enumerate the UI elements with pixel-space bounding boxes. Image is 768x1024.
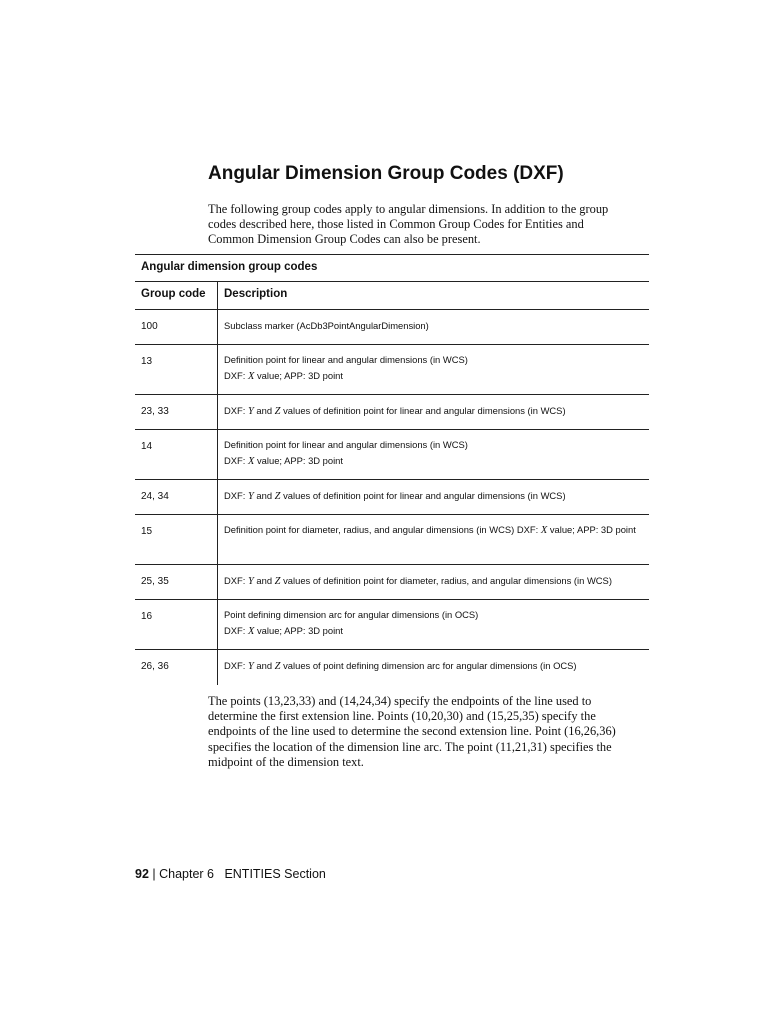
group-code-cell: 14 xyxy=(135,430,218,479)
header-group-code: Group code xyxy=(135,282,218,309)
variable-z: Z xyxy=(274,491,281,502)
description-line: DXF: X value; APP: 3D point xyxy=(224,454,343,467)
description-line: DXF: X value; APP: 3D point xyxy=(224,624,343,637)
group-code-cell: 24, 34 xyxy=(135,480,218,514)
description-cell xyxy=(218,345,649,394)
description-cell: DXF: Y and Z values of point defining dimension arc for angular dimensions (in OCS) xyxy=(224,660,577,672)
group-code-cell: 23, 33 xyxy=(135,395,218,429)
description-cell: DXF: Y and Z values of definition point for linear and angular dimensions (in WCS) xyxy=(224,405,566,417)
group-codes-table xyxy=(135,254,649,685)
variable-x: X xyxy=(247,625,255,637)
variable-z: Z xyxy=(274,576,281,587)
group-code-cell: 13 xyxy=(135,345,218,394)
table-caption: Angular dimension group codes xyxy=(135,254,649,282)
page-number: 92 xyxy=(135,867,149,881)
table-header-row xyxy=(135,282,649,310)
description-text: Subclass marker (AcDb3PointAngularDimension) xyxy=(224,320,429,331)
variable-y: Y xyxy=(247,661,254,672)
table-row xyxy=(135,565,649,600)
header-description: Description xyxy=(224,288,288,300)
description-line: Point defining dimension arc for angular dimensions (in OCS) xyxy=(224,609,479,620)
table-row xyxy=(135,650,649,685)
group-code-cell: 100 xyxy=(135,310,218,344)
footer-separator: | xyxy=(148,867,160,881)
table-row xyxy=(135,345,649,395)
table-row xyxy=(135,430,649,480)
variable-y: Y xyxy=(247,576,254,587)
group-code-cell: 25, 35 xyxy=(135,565,218,599)
intro-paragraph: The following group codes apply to angular dimensions. In addition to the group codes described here, those listed in Common Group Codes for Entities and Common Dimension Group Codes can also be present. xyxy=(208,202,609,247)
table-row xyxy=(135,310,649,345)
description-line: DXF: X value; APP: 3D point xyxy=(224,369,343,382)
variable-x: X xyxy=(540,525,548,536)
page-footer xyxy=(135,866,326,882)
variable-y: Y xyxy=(247,406,254,417)
description-cell xyxy=(218,430,649,479)
footer-section: ENTITIES Section xyxy=(224,867,326,881)
footer-gap xyxy=(214,867,224,881)
description-cell xyxy=(218,600,649,649)
description-cell: Definition point for diameter, radius, and angular dimensions (in WCS) DXF: X value; APP: 3D point xyxy=(224,524,636,536)
explanation-paragraph: The points (13,23,33) and (14,24,34) specify the endpoints of the line used to determine the first extension line. Points (10,20,30) and (15,25,35) specify the endpoints of the line used to determine the second extension line. Point (16,26,36) specifies the location of the dimension line arc. The point (11,21,31) specifies the midpoint of the dimension text. xyxy=(208,694,616,769)
group-code-cell: 16 xyxy=(135,600,218,649)
page-title: Angular Dimension Group Codes (DXF) xyxy=(208,163,564,184)
description-cell: DXF: Y and Z values of definition point for diameter, radius, and angular dimensions (in WCS) xyxy=(224,575,612,587)
variable-z: Z xyxy=(274,406,281,417)
variable-z: Z xyxy=(274,661,281,672)
group-code-cell: 15 xyxy=(135,515,218,564)
description-cell: DXF: Y and Z values of definition point for linear and angular dimensions (in WCS) xyxy=(224,490,566,502)
variable-y: Y xyxy=(247,491,254,502)
table-row xyxy=(135,515,649,565)
group-code-cell: 26, 36 xyxy=(135,650,218,685)
description-line: Definition point for linear and angular dimensions (in WCS) xyxy=(224,439,468,450)
variable-x: X xyxy=(247,455,255,467)
table-row xyxy=(135,600,649,650)
description-line: Definition point for linear and angular dimensions (in WCS) xyxy=(224,354,468,365)
table-row xyxy=(135,395,649,430)
variable-x: X xyxy=(247,370,255,382)
footer-chapter: Chapter 6 xyxy=(159,867,215,881)
description-cell xyxy=(218,310,649,344)
table-row xyxy=(135,480,649,515)
